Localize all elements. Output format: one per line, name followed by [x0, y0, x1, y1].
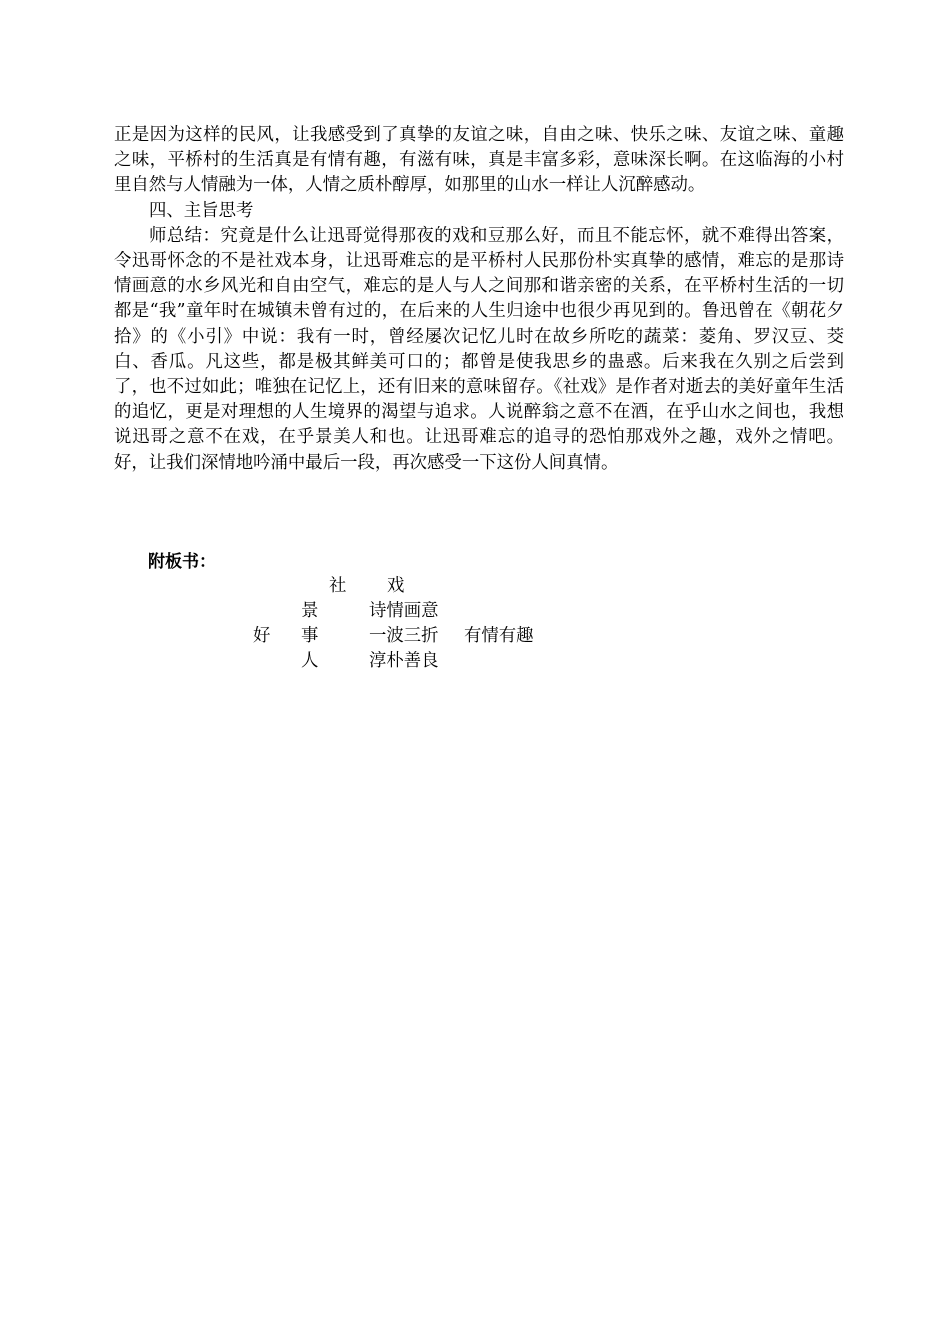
- paragraph-teacher-summary: 师总结：究竟是什么让迅哥觉得那夜的戏和豆那么好，而且不能忘怀，就不难得出答案，令迅哥怀念的不是社戏本身，让迅哥难忘的是平桥村人民那份朴实真挚的感情，难忘的是那诗情画意的水乡风光和自由空气，难忘的是人与人之间那和谐亲密的关系，在平桥村生活的一切都是“我”童年时在城镇未曾有过的，在后来的人生归途中也很少再见到的。鲁迅曾在《朝花夕拾》的《小引》中说：我有一时，曾经屡次记忆儿时在故乡所吃的蔬菜：菱角、罗汉豆、茭白、香瓜。凡这些，都是极其鲜美可口的；都曾是使我思乡的蛊惑。后来我在久别之后尝到了，也不过如此；唯独在记忆上，还有旧来的意味留存。《社戏》是作者对逝去的美好童年生活的追忆，更是对理想的人生境界的渴望与追求。人说醉翁之意不在酒，在乎山水之间也，我想说迅哥之意不在戏，在乎景美人和也。让迅哥难忘的追寻的恐怕那戏外之趣，戏外之情吧。好，让我们深情地吟涌中最后一段，再次感受一下这份人间真情。: [114, 225, 844, 473]
- board-heading-she: 社: [329, 576, 347, 596]
- board-heading-xi: 戏: [387, 576, 405, 596]
- board-center-good: 好: [253, 626, 271, 646]
- board-summary: 有情有趣: [464, 626, 534, 646]
- section-heading-theme: 四、主旨思考: [149, 200, 254, 221]
- board-value-scenery: 诗情画意: [369, 601, 439, 621]
- board-key-events: 事: [301, 626, 319, 646]
- board-value-events: 一波三折: [369, 626, 439, 646]
- paragraph-folk-customs: 正是因为这样的民风，让我感受到了真挚的友谊之味，自由之味、快乐之味、友谊之味、童趣之味，平桥村的生活真是有情有趣，有滋有味，真是丰富多彩，意味深长啊。在这临海的小村里自然与人情融为一体，人情之质朴醇厚，如那里的山水一样让人沉醉感动。: [114, 125, 844, 196]
- board-key-people: 人: [301, 651, 319, 671]
- board-key-scenery: 景: [301, 601, 319, 621]
- blackboard-title: 附板书：: [148, 552, 216, 572]
- board-value-people: 淳朴善良: [369, 651, 439, 671]
